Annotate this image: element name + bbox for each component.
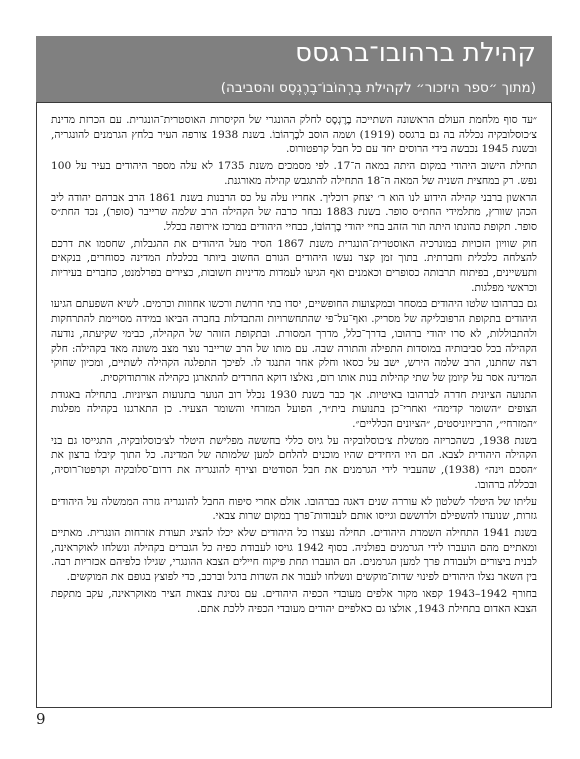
paragraph: הראשון ברבני קהילה הידוע לנו הוא ר׳ יצחק רוכליך. אחריו עלה על כס הרבנות בשנת 1861 הרב אברהם יהודה ליב הכהן שוורץ, מתלמידי החת״ס סופר. בשנת 1883 נבחר כרבה של הקהילה הרב שלמה שרייבר (סופר), נכד החת״ס סופר. תקופת כהונתו היתה תור הזהב בחיי יהודי בֶרְהוֹבוֹ, כבחיי היהודים במרכז אירופה בכלל. xyxy=(51,191,538,233)
page-subtitle: (מתוך ״ספר היזכור״ לקהילת בֶרְהוֹבוֹ־בֶרֶגְסֶס והסביבה) xyxy=(220,80,536,96)
text-frame xyxy=(36,102,552,708)
page-number: 9 xyxy=(36,710,46,728)
paragraph: תחילת הישוב היהודי במקום היתה במאה ה־17. לפי מסמכים משנת 1735 לא עלה מספר היהודים בעיר על 100 נפש. רק במחצית השניה של המאה ה־18 התחילה להתגבש קהילה מאורגנת. xyxy=(51,160,537,187)
paragraph: גם בברהובו שלטו היהודים במסחר ובמקצועות החופשיים, יסדו בתי חרושת ורכשו אחוזות וכרמים. לשיא השפעתם הגיעו היהודים בתקופת הרפובליקה של מסריק. ואף־על־פי שהתחשרויות והתבדלות בחברה הביאו במידה מסויימת להתרחקות ולהתבוללות, לא סרו יהודי ברהובו, בדרך־כלל, מדרך המסורת. ובתקופת הזוהר של הקהילה, כבימי שקיעתה, נודעה הקהילה בכל סביבותיה במוסדות התפילה והתורה שבה. עם מותו של הרב שרייבר נוצר מצב משונה מאד בקהילה: חלק רצה שחתנו, הרב שלמה הירש, ישב על כסאו וחלק אחר התנגד לו. לפיכך התפלגה הקהילה לשתיים, ומכיון שחוקי המדינה אסר על קיומן של שתי קהילות בנות אותו רום, נאלצו דוקא החרדים להתארגן כקהילה אורתודוקסית. xyxy=(51,298,537,384)
paragraph: בשנת 1941 התחילה השמדת היהודים. תחילה נעצרו כל היהודים שלא יכלו להציג תעודת אזרחות הונגרית. מאתיים ומאתיים מהם הועברו לידי הגרמנים בפולניה. בסוף 1942 גויסו לעבודת כפיה כל הגברים בקהילה ונשלחו לאוקראינה, לבנית ביצורים ולעבודת פרך למען הגרמנים. הם הועברו תחת פיקוח חיילים הצבא ההונגרי, שגילו כלפיהם אכזריות רבה. בין השאר נצלו היהודים לפינוי שדות־מוקשים ונשלחו לעבור את השדות ברגל וברכב, כדי לפוצץ בגופם את המוקשים. xyxy=(51,526,537,584)
header-band xyxy=(36,36,552,102)
paragraph: ״עד סוף מלחמת העולם הראשונה השתייכה בֶרֶגְסֶס לחלק ההונגרי של הקיסרות האוסטרית־הונגרית. עם הכרזת מדינת צ׳כוסלובקיה נכללה בה גם ברגסס (1919) ושמה הוסב לבֶרְהוֹבוֹ. בשנת 1938 צורפה העיר בלחץ הגרמנים להונגריה, ובשנת 1945 נכבשה בידי הרוסים יחד עם כל חבל קרפטורוס. xyxy=(51,114,537,156)
paragraph: בשנת 1938, כשהכריזה ממשלת צ׳כוסלובקיה על גיוס כללי בחששה מפלישת היטלר לצ׳כוסלובקיה, התגייסו גם בני הקהילה היהודית לצבא. הם היו היחידים שהיו מוכנים להלחם למען שלמותה של המדינה. כל התוך קיבלו ברצון את ״הסכם וינה״ (1938), שהעביר לידי הגרמנים את חבל הסודטים וצירף להונגריה את דרום־סלובקיה וקרפטו־רוסיה, ובכללה ברהובו. xyxy=(51,434,537,491)
paragraph: חוק שוויון הזכויות במונרכיה האוסטרית־הונגרית משנת 1867 הסיר מעל היהודים את ההגבלות, שחסמו את דרכם להצלחה כלכלית וחברתית. בתוך זמן קצר נעשו היהודים הגורם החשוב ביותר בכלכלת המדינה כסוחרים, בנקאים ותעשיינים, בפיתוח תרבותה כסופרים וכאמנים ואף הגיעו לעמדות מדיניות חשובות, כצירים בפרלמנט, כחברים בעיריות וכראשי מפלגות. xyxy=(51,237,537,294)
paragraph: בחורף 1942–1943 קפאו מקור אלפים מעובדי הכפיה היהודים. עם נסיגת צבאות הציר מאוקראינה, עקב מתקפת הצבא האדום בתחילת 1943, אולצו גם כאלפיים יהודים מעובדי הכפיה ללכת אתם. xyxy=(51,587,538,615)
paragraph: התנועה הציונית חדרה לברהובו באיטיות. אך כבר בשנת 1930 נכלל רוב הנוער בתנועות הציוניות. בתחילה באגודת הצופים ״השומר קדימה״ ואחרי־כן בתנועות בית״ר, הפועל המזרחי והשומר הצעיר. כן התארגנו בקהילה מפלגות ״המזרחי״, הרביזיוניסטים, ״הציונים הכלליים״. xyxy=(51,388,537,431)
paragraph: עליתו של היטלר לשלטון לא עוררה שנים דאגה בברהובו. אולם אחרי סיפוח החבל להונגריה גזרה הממשלה על היהודים גזרות, שנועדו להשפילם ולרוששם וגייסו אותם לעבודות־פרך במקום שרות צבאי. xyxy=(51,495,537,523)
page-title: קהילת ברהובו־ברגסס xyxy=(295,38,536,68)
article-body xyxy=(51,113,537,618)
